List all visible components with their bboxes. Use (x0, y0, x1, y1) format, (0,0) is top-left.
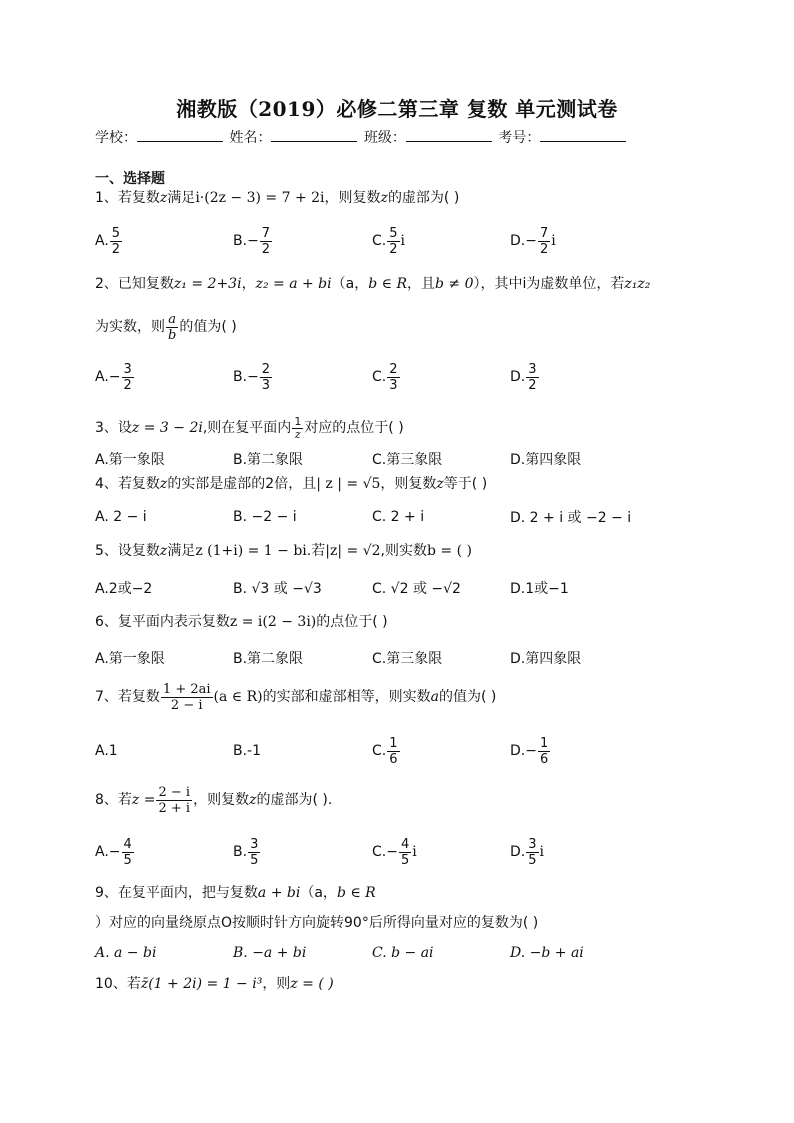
question-5-options (95, 577, 715, 599)
option-b[interactable]: B. $\frac{3}{5}$ (233, 836, 259, 868)
option-c[interactable]: C. b − ai (372, 945, 434, 961)
option-b[interactable]: B. −a + bi (233, 945, 307, 961)
page-title: 湘教版（2019）必修二第三章 复数 单元测试卷 (176, 97, 618, 121)
option-b[interactable]: B. −2 − i (233, 509, 297, 525)
option-b[interactable]: B. √3 或 −√3 (233, 581, 322, 597)
option-d[interactable]: D. − $\frac{1}{6}$ (510, 735, 549, 767)
question-5-stem: 5、设复数z满足z (1+i) = 1 − bi.若|z| = √2,则实数b = ( ) (95, 543, 472, 559)
option-c[interactable]: C. $\frac{1}{6}$ (372, 735, 398, 767)
option-b[interactable]: B.-1 (233, 743, 262, 759)
option-a[interactable]: A.第一象限 (95, 452, 165, 468)
question-6-stem: 6、复平面内表示复数z = i(2 − 3i)的点位于( ) (95, 614, 388, 630)
exam-no-label: 考号： (498, 130, 541, 146)
option-c[interactable]: C. 2 + i (372, 509, 425, 525)
question-2-options (95, 357, 715, 397)
option-b[interactable]: B.第二象限 (233, 651, 304, 667)
question-2-stem-line2: 为实数，则 $\frac{a}{b}$ 的值为( ) (95, 311, 237, 343)
option-b[interactable]: B. − $\frac{7}{2}$ (233, 225, 271, 257)
question-4-stem: 4、若复数z的实部是虚部的2倍，且| z | = √5，则复数z等于( ) (95, 476, 488, 492)
question-1-options (95, 221, 715, 261)
school-label: 学校： (95, 130, 137, 146)
option-c[interactable]: C. √2 或 −√2 (372, 581, 461, 597)
option-a[interactable]: A.1 (95, 743, 118, 759)
option-d[interactable]: D.1或−1 (510, 581, 569, 597)
question-6-options (95, 647, 715, 669)
student-info-line (95, 127, 705, 147)
option-a[interactable]: A.第一象限 (95, 651, 165, 667)
question-7-stem: 7、若复数 $\frac{1 + 2ai}{2 - i}$ (a ∈ R) 的实部和虚部相等，则实数 a 的值为( ) (95, 681, 497, 713)
option-b[interactable]: B. − $\frac{2}{3}$ (233, 361, 271, 393)
question-8-stem: 8、若 z = $\frac{2 - i}{2 + i}$ ，则复数 z 的虚部为( ). (95, 784, 333, 816)
option-c[interactable]: C. $\frac{5}{2}$ i (372, 225, 405, 257)
option-a[interactable]: A. − $\frac{3}{2}$ (95, 361, 132, 393)
exam-no-blank[interactable] (540, 129, 626, 142)
school-blank[interactable] (137, 129, 223, 142)
name-blank[interactable] (271, 129, 357, 142)
option-d[interactable]: D. 2 + i 或 −2 − i (510, 510, 632, 526)
question-7-options (95, 731, 715, 771)
option-c[interactable]: C.第三象限 (372, 651, 443, 667)
option-d[interactable]: D. − $\frac{7}{2}$ i (510, 225, 556, 257)
question-9-options (95, 942, 715, 964)
question-2-stem-line1: 2、已知复数z₁ = 2+3i，z₂ = a + bi（a，b ∈ R，且b ≠ 0），其中i为虚数单位，若z₁z₂ (95, 276, 651, 292)
option-c[interactable]: C.第三象限 (372, 452, 443, 468)
question-3-options (95, 448, 715, 470)
option-d[interactable]: D. $\frac{3}{2}$ (510, 361, 537, 393)
option-d[interactable]: D. $\frac{3}{5}$ i (510, 836, 544, 868)
option-a[interactable]: A. a − bi (95, 945, 157, 961)
question-3-stem: 3、设 z = 3 − 2i ,则在复平面内 $\frac{1}{z}$ 对应的点位于( ) (95, 414, 404, 441)
class-blank[interactable] (406, 129, 492, 142)
option-d[interactable]: D. −b + ai (510, 945, 584, 961)
option-b[interactable]: B.第二象限 (233, 452, 304, 468)
option-a[interactable]: A. $\frac{5}{2}$ (95, 225, 121, 257)
option-a[interactable]: A.2或−2 (95, 581, 153, 597)
section-title: 一、选择题 (95, 171, 165, 187)
option-a[interactable]: A. − $\frac{4}{5}$ (95, 836, 132, 868)
name-label: 姓名： (229, 130, 272, 146)
option-c[interactable]: C. $\frac{2}{3}$ (372, 361, 398, 393)
option-d[interactable]: D.第四象限 (510, 452, 582, 468)
question-1-stem: 1、若复数z满足i·(2z − 3) = 7 + 2i，则复数z的虚部为( ) (95, 190, 460, 206)
question-9-stem-line2: ）对应的向量绕原点O按顺时针方向旋转90°后所得向量对应的复数为( ) (95, 915, 539, 931)
option-c[interactable]: C. − $\frac{4}{5}$ i (372, 836, 417, 868)
question-8-options (95, 832, 715, 872)
class-label: 班级： (363, 130, 406, 146)
question-10-stem: 10、若z̄(1 + 2i) = 1 − i³，则z = ( ) (95, 976, 334, 992)
question-9-stem-line1: 9、在复平面内，把与复数a + bi（a，b ∈ R (95, 885, 376, 901)
option-d[interactable]: D.第四象限 (510, 651, 582, 667)
question-4-options (95, 506, 715, 528)
option-a[interactable]: A. 2 − i (95, 509, 147, 525)
